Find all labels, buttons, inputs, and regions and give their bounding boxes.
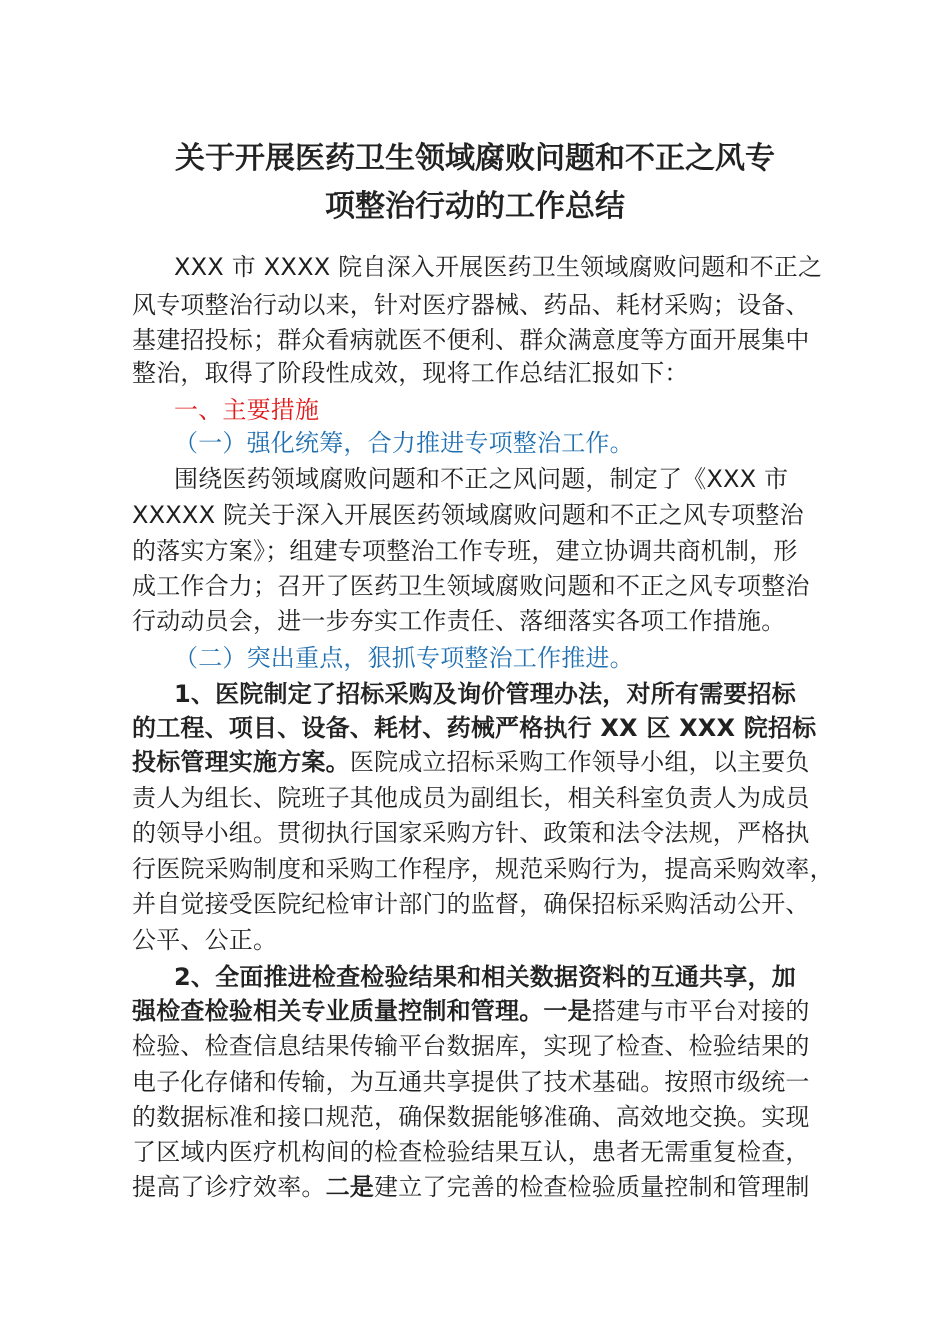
paragraph-line: 的数据标准和接口规范，确保数据能够准确、高效地交换。实现 — [132, 1103, 810, 1131]
paragraph-line: 行动动员会，进一步夯实工作责任、落细落实各项工作措施。 — [132, 607, 786, 635]
paragraph-line: 检验、检查信息结果传输平台数据库，实现了检查、检验结果的 — [132, 1032, 810, 1060]
paragraph-line: 并自觉接受医院纪检审计部门的监督，确保招标采购活动公开、 — [132, 890, 810, 918]
subsection-heading: （二）突出重点，狠抓专项整治工作推进。 — [174, 644, 634, 672]
paragraph-line: 电子化存储和传输，为互通共享提供了技术基础。按照市级统一 — [132, 1068, 810, 1096]
paragraph-line: 行医院采购制度和采购工作程序，规范采购行为，提高采购效率， — [132, 855, 834, 883]
ordinal-marker: 一是 — [543, 997, 592, 1025]
item-heading-tail: 强检查检验相关专业质量控制和管理。 — [132, 997, 544, 1025]
paragraph-line: 的领导小组。贯彻执行国家采购方针、政策和法令法规，严格执 — [132, 819, 810, 847]
subsection-heading: （一）强化统筹，合力推进专项整治工作。 — [174, 429, 634, 457]
paragraph-text: 医院成立招标采购工作领导小组，以主要负 — [349, 748, 810, 776]
paragraph-text: 提高了诊疗效率。 — [132, 1173, 326, 1201]
ordinal-marker: 二是 — [325, 1173, 375, 1201]
intro-paragraph-line: 整治，取得了阶段性成效，现将工作总结汇报如下： — [132, 359, 689, 387]
paragraph-line: 的落实方案》；组建专项整治工作专班，建立协调共商机制，形 — [132, 537, 798, 565]
item-heading-line: 1、医院制定了招标采购及询价管理办法，对所有需要招标 — [174, 680, 796, 708]
item-heading-line: 2、全面推进检查检验结果和相关数据资料的互通共享，加 — [174, 963, 796, 991]
paragraph-line: 责人为组长、院班子其他成员为副组长，相关科室负责人为成员 — [132, 784, 810, 812]
paragraph-line — [132, 747, 848, 777]
paragraph-text: 搭建与市平台对接的 — [591, 997, 810, 1025]
section-heading: 一、主要措施 — [174, 396, 320, 424]
paragraph-line: XXXXX 院关于深入开展医药领域腐败问题和不正之风专项整治 — [132, 501, 804, 529]
intro-paragraph-line: 基建招投标；群众看病就医不便利、群众满意度等方面开展集中 — [132, 326, 810, 354]
paragraph-line: 围绕医药领域腐败问题和不正之风问题，制定了《XXX 市 — [174, 465, 789, 493]
paragraph-line — [132, 1172, 848, 1202]
paragraph-line: 公平、公正。 — [132, 926, 278, 954]
intro-paragraph-line: XXX 市 XXXX 院自深入开展医药卫生领域腐败问题和不正之 — [174, 253, 823, 281]
paragraph-line — [132, 996, 848, 1026]
intro-paragraph-line: 风专项整治行动以来，针对医疗器械、药品、耗材采购；设备、 — [132, 291, 810, 319]
document-title-line-2: 项整治行动的工作总结 — [325, 189, 625, 224]
item-heading-tail: 投标管理实施方案。 — [132, 748, 350, 776]
item-heading-line: 的工程、项目、设备、耗材、药械严格执行 XX 区 XXX 院招标 — [132, 714, 817, 742]
document-title-line-1: 关于开展医药卫生领域腐败问题和不正之风专 — [175, 141, 775, 176]
paragraph-text: 建立了完善的检查检验质量控制和管理制 — [374, 1173, 810, 1201]
paragraph-line: 成工作合力；召开了医药卫生领域腐败问题和不正之风专项整治 — [132, 572, 810, 600]
paragraph-line: 了区域内医疗机构间的检查检验结果互认，患者无需重复检查， — [132, 1138, 810, 1166]
